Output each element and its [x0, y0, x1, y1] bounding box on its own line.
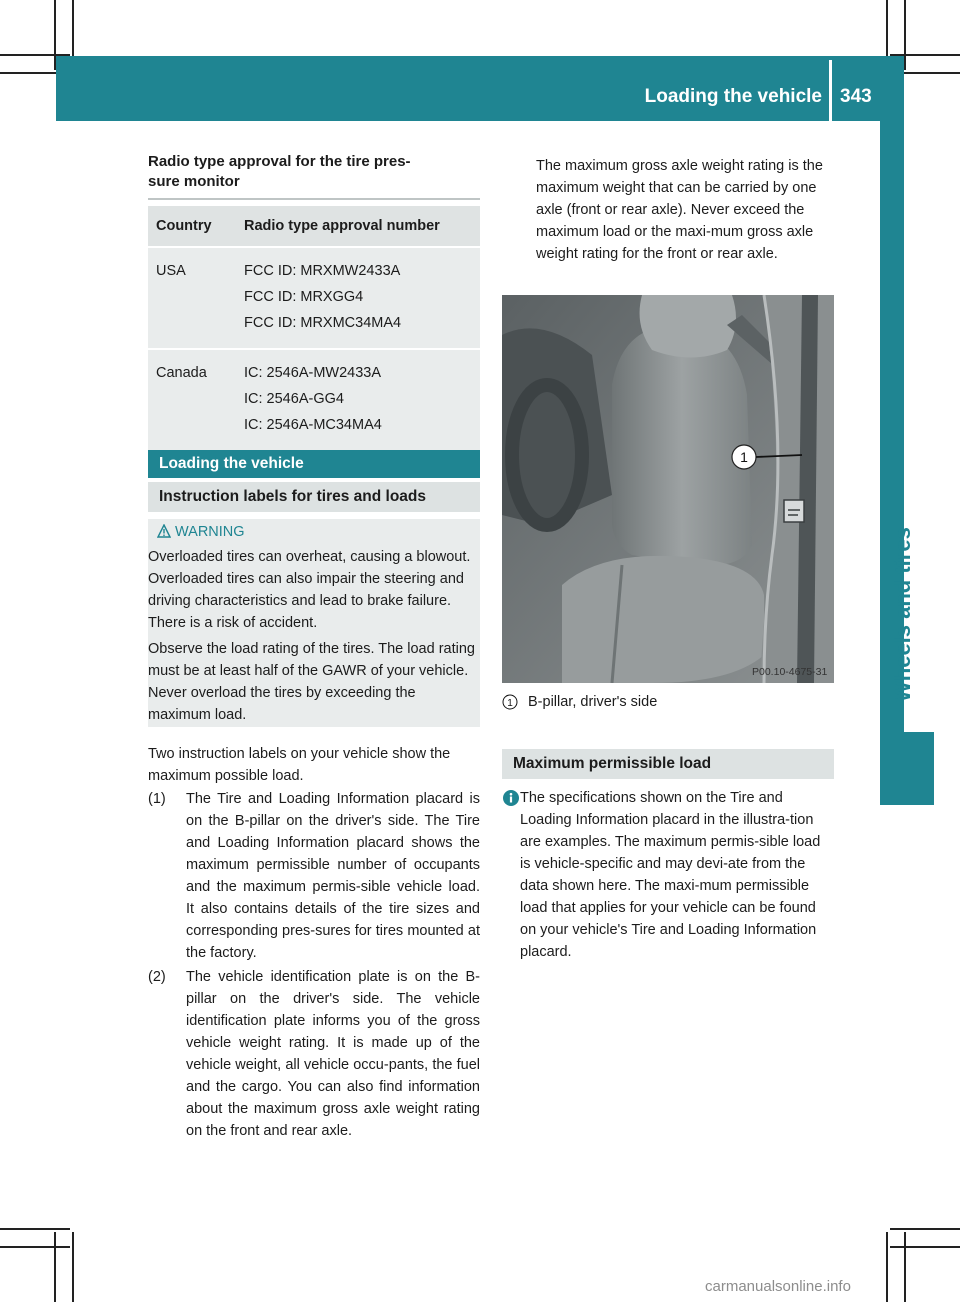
approval-number: IC: 2546A-GG4	[244, 391, 344, 407]
caption-number-icon	[502, 694, 518, 710]
approval-number: FCC ID: MRXGG4	[244, 289, 364, 305]
list-number: (1)	[148, 791, 166, 807]
crop-mark	[890, 1246, 960, 1248]
crop-mark	[904, 1232, 906, 1302]
callout-number: 1	[740, 449, 748, 465]
table-row	[148, 349, 480, 450]
column-header: Radio type approval number	[236, 206, 480, 247]
approval-number: IC: 2546A-MC34MA4	[244, 417, 382, 433]
seat-illustration	[502, 295, 834, 683]
crop-mark	[890, 1228, 960, 1230]
approval-cell	[236, 349, 480, 450]
approval-number: FCC ID: MRXMW2433A	[244, 263, 401, 279]
chapter-tab	[880, 732, 934, 805]
chapter-tab-label: Wheels and tires	[890, 527, 915, 702]
list-number: (2)	[148, 969, 166, 985]
approval-table	[148, 206, 480, 450]
crop-mark	[904, 0, 906, 70]
table-header-row	[148, 206, 480, 247]
axle-paragraph: The maximum gross axle weight rating is the maximum weight that can be carried by one axle (front or rear axle). Never exceed the maximum load or the maxi-mum gross axle weight rating for the front or rear axle.	[536, 158, 823, 262]
crop-mark	[54, 1232, 56, 1302]
subsection-heading-labels: Instruction labels for tires and loads	[148, 482, 480, 512]
warning-paragraph	[148, 546, 478, 634]
warning-paragraph: Observe the load rating of the tires. The load rating must be at least half of the GAWR of your vehicle. Never overload the tires by exceeding the maximum load.	[148, 641, 475, 723]
list-item: The vehicle identification plate is on the B-pillar on the driver's side. The vehicle identification plate informs you of the gross vehicle weight rating. It is made up of the vehicle weight, all vehicle occu-pants, the fuel and the cargo. You can also find information about the maximum gross axle weight rating on the front and rear axle.	[186, 969, 480, 1139]
header-separator	[829, 60, 832, 121]
list-item: The Tire and Loading Information placard is on the B-pillar on the driver's side. The Tire and Loading Information placard shows the maximum permissible number of occupants and the maximum permis-sible vehicle load. It also contains details of the tire sizes and corresponding pres-sures for tires mounted at the factory.	[186, 791, 480, 961]
warning-text-1: Overloaded tires can overheat, causing a blowout. Overloaded tires can also impair the steering and driving characteristics and lead to brake failure. There is a risk of accident.	[148, 549, 471, 631]
info-paragraph: The specifications shown on the Tire and Loading Information placard in the illustra-tion are examples. The maximum permis-sible load is vehicle-specific and may devi-ate from the data shown here. The maxi-mum permissible load that applies for your vehicle can be found on your vehicle's Tire and Loading Information placard.	[520, 790, 821, 960]
warning-icon	[157, 524, 171, 538]
intro-paragraph: Two instruction labels on your vehicle show the maximum possible load.	[148, 746, 451, 784]
approval-number: FCC ID: MRXMC34MA4	[244, 315, 402, 331]
approval-number: IC: 2546A-MW2433A	[244, 365, 382, 381]
divider	[148, 198, 480, 200]
page-number: 343	[840, 86, 872, 107]
svg-text:1: 1	[507, 698, 513, 709]
crop-mark	[0, 1246, 70, 1248]
warning-title: WARNING	[175, 524, 245, 540]
page-title: Loading the vehicle	[644, 86, 822, 107]
section-heading-max-load: Maximum permissible load	[502, 749, 834, 779]
crop-mark	[72, 1232, 74, 1302]
crop-mark	[0, 1228, 70, 1230]
country-cell: Canada	[148, 349, 236, 450]
b-pillar-photo	[502, 295, 834, 683]
photo-caption: B-pillar, driver's side	[528, 694, 658, 710]
crop-mark	[886, 1232, 888, 1302]
column-header: Country	[148, 206, 236, 247]
info-icon	[503, 790, 519, 806]
approval-cell	[236, 247, 480, 349]
country-cell: USA	[148, 247, 236, 349]
section-heading-loading: Loading the vehicle	[148, 450, 480, 478]
table-row	[148, 247, 480, 349]
image-code: P00.10-4675-31	[752, 666, 828, 678]
footer-watermark: carmanualsonline.info	[705, 1278, 851, 1295]
radio-approval-heading: Radio type approval for the tire pres- sure monitor	[148, 153, 411, 190]
